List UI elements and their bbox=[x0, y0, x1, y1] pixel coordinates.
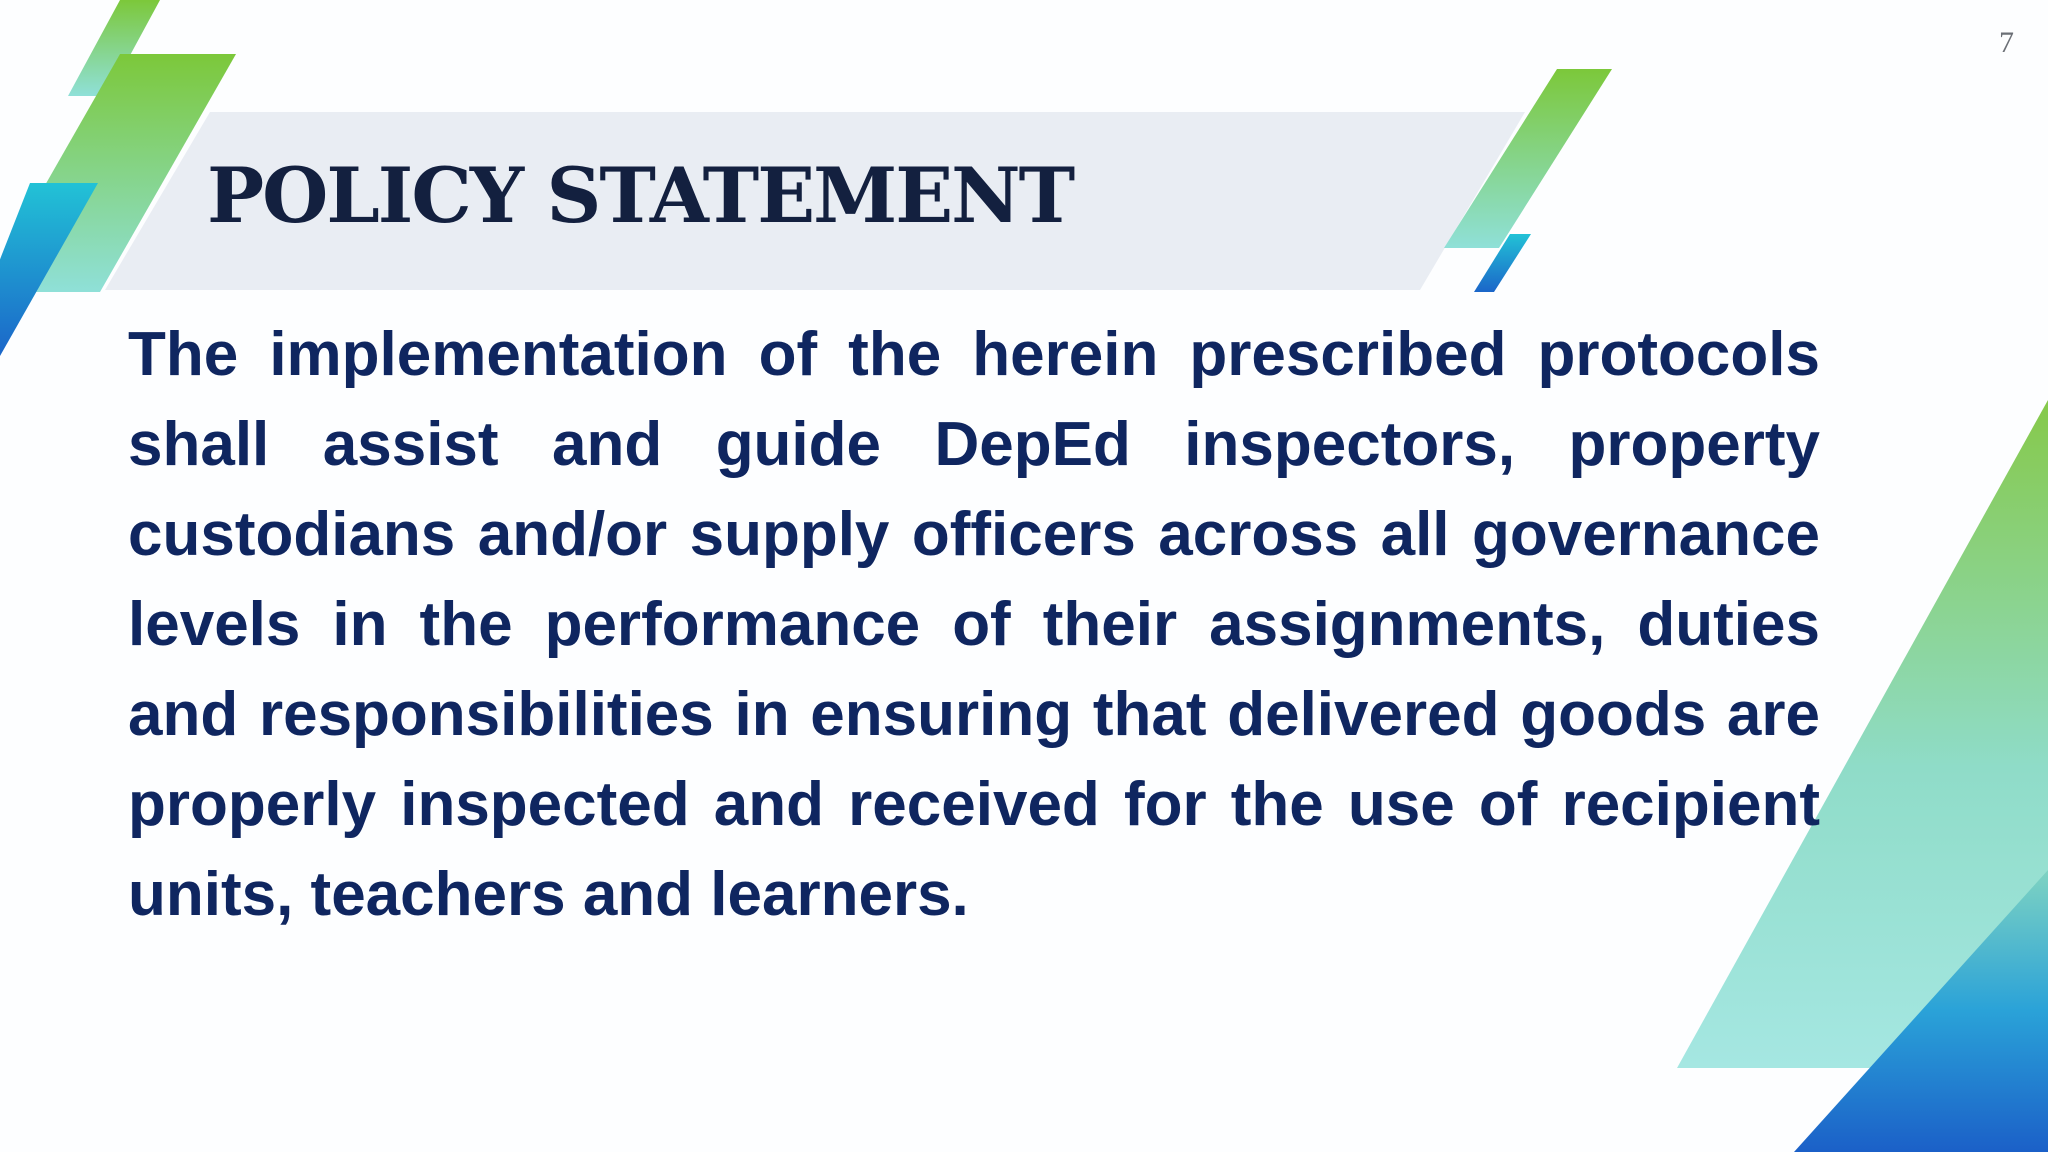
page-number: 7 bbox=[1999, 26, 2014, 59]
policy-statement-text: The implementation of the herein prescribed protocols shall assist and guide DepEd inspectors, property custodians and/or supply officers across all governance levels in the performance of their assignments, duties and responsibilities in ensuring that delivered goods are properly inspected and received for the use of recipient units, teachers and learners. bbox=[128, 320, 1820, 929]
slide-title: POLICY STATEMENT bbox=[207, 151, 1074, 240]
